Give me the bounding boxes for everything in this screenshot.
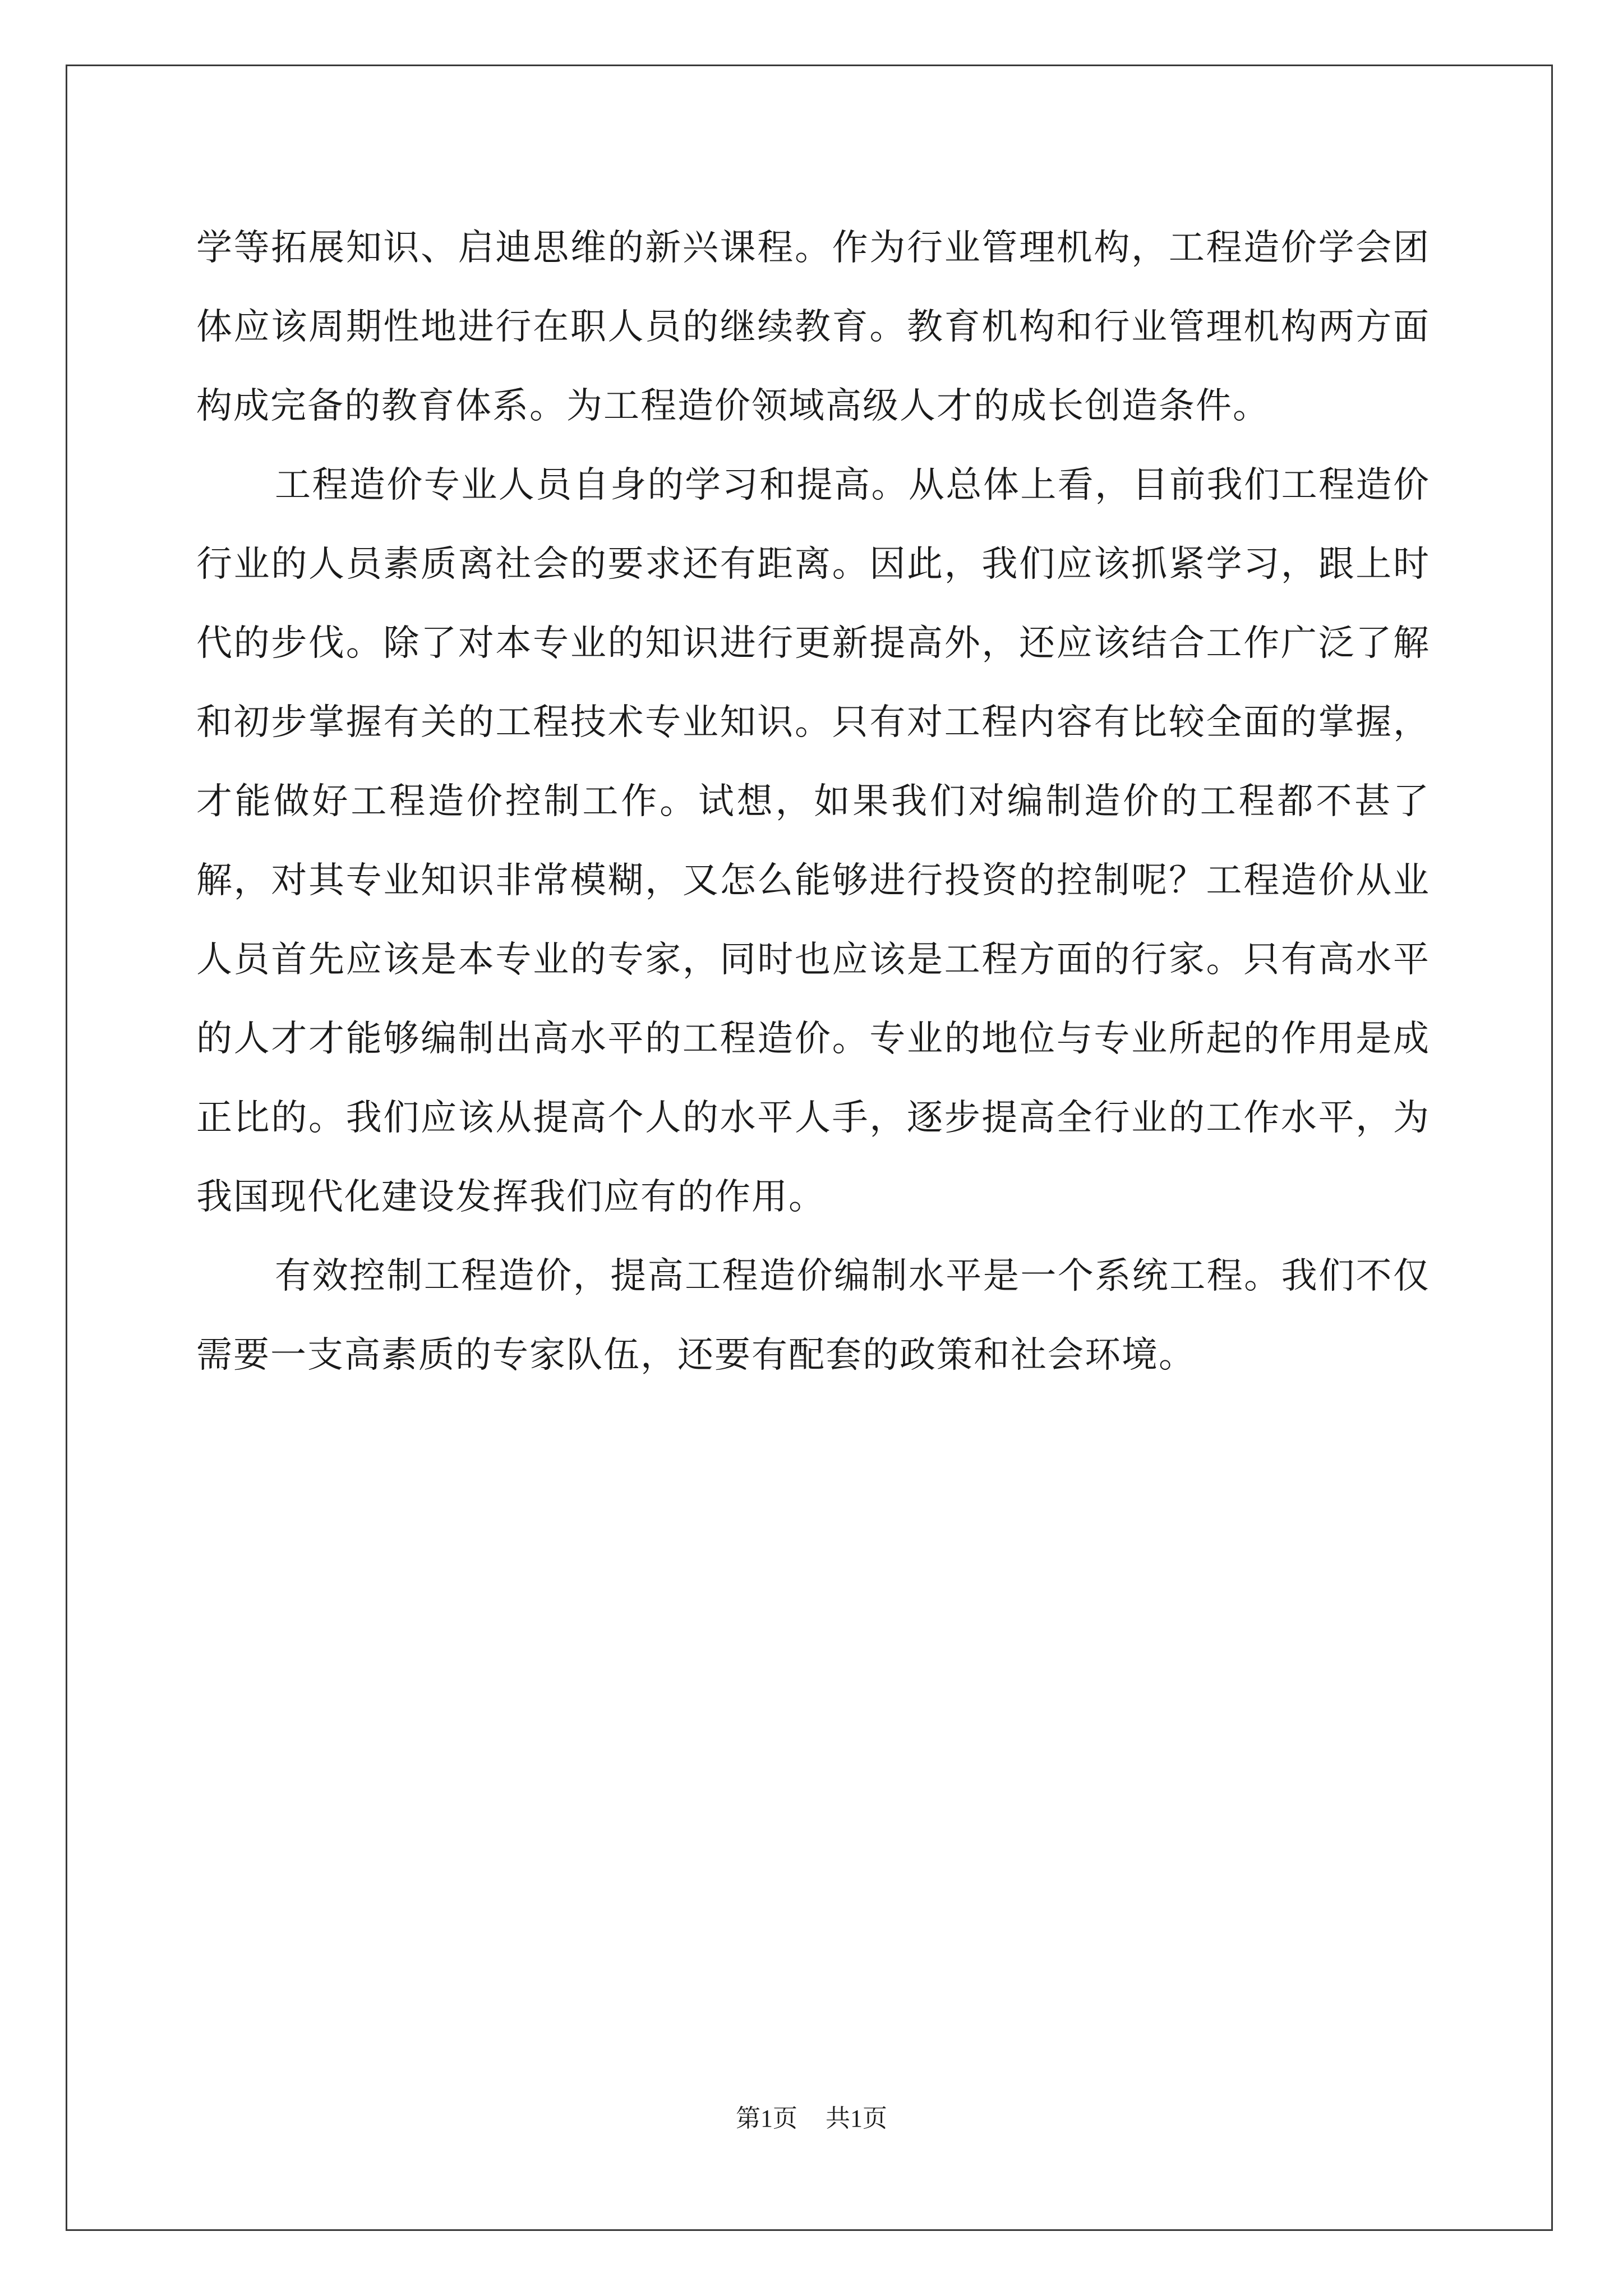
document-body [196, 209, 1430, 1395]
paragraph-1: 学等拓展知识、启迪思维的新兴课程。作为行业管理机构，工程造价学会团体应该周期性地进行在职人员的继续教育。教育机构和行业管理机构两方面构成完备的教育体系。为工程造价领域高级人才的成长创造条件。 [196, 227, 1430, 427]
page-footer [0, 2098, 1623, 2134]
page-total: 共1页 [826, 2105, 887, 2132]
paragraph-3: 有效控制工程造价，提高工程造价编制水平是一个系统工程。我们不仅需要一支高素质的专家队伍，还要有配套的政策和社会环境。 [196, 1255, 1430, 1376]
paragraph-2: 工程造价专业人员自身的学习和提高。从总体上看，目前我们工程造价行业的人员素质离社会的要求还有距离。因此，我们应该抓紧学习，跟上时代的步伐。除了对本专业的知识进行更新提高外，还应该结合工作广泛了解和初步掌握有关的工程技术专业知识。只有对工程内容有比较全面的掌握，才能做好工程造价控制工作。试想，如果我们对编制造价的工程都不甚了解，对其专业知识非常模糊，又怎么能够进行投资的控制呢？工程造价从业人员首先应该是本专业的专家，同时也应该是工程方面的行家。只有高水平的人才才能够编制出高水平的工程造价。专业的地位与专业所起的作用是成正比的。我们应该从提高个人的水平人手，逐步提高全行业的工作水平，为我国现代化建设发挥我们应有的作用。 [196, 464, 1430, 1218]
page-number: 第1页 [736, 2105, 797, 2132]
